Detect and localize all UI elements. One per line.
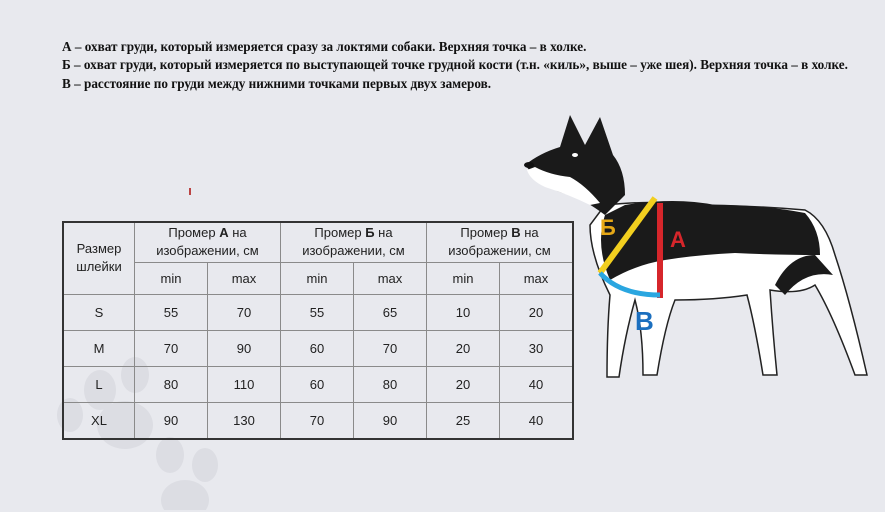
group-b-header: Промер Б на изображении, см: [281, 222, 427, 262]
col-min: min: [281, 262, 354, 294]
size-cell: L: [63, 366, 135, 402]
value-cell: 70: [354, 330, 427, 366]
size-cell: XL: [63, 402, 135, 439]
value-cell: 10: [427, 294, 500, 330]
value-cell: 30: [500, 330, 574, 366]
value-cell: 25: [427, 402, 500, 439]
table-row: [63, 366, 573, 402]
value-cell: 130: [208, 402, 281, 439]
table-row: [63, 330, 573, 366]
size-cell: S: [63, 294, 135, 330]
dog-silhouette-icon: [515, 105, 885, 385]
value-cell: 20: [427, 330, 500, 366]
col-min: min: [427, 262, 500, 294]
value-cell: 90: [354, 402, 427, 439]
value-cell: 70: [135, 330, 208, 366]
red-mark: [189, 188, 191, 195]
value-cell: 20: [427, 366, 500, 402]
col-max: max: [354, 262, 427, 294]
table-row: [63, 294, 573, 330]
value-cell: 110: [208, 366, 281, 402]
value-cell: 80: [354, 366, 427, 402]
col-min: min: [135, 262, 208, 294]
label-a: А: [670, 227, 686, 252]
value-cell: 65: [354, 294, 427, 330]
value-cell: 20: [500, 294, 574, 330]
value-cell: 90: [208, 330, 281, 366]
size-table: [62, 221, 574, 440]
group-v-header: Промер В на изображении, см: [427, 222, 574, 262]
value-cell: 70: [208, 294, 281, 330]
label-b: Б: [600, 215, 616, 240]
value-cell: 60: [281, 330, 354, 366]
description-text: [62, 38, 852, 93]
description-v: В – расстояние по груди между нижними точками первых двух замеров.: [62, 75, 492, 91]
value-cell: 70: [281, 402, 354, 439]
size-cell: M: [63, 330, 135, 366]
group-a-header: Промер А на изображении, см: [135, 222, 281, 262]
col-max: max: [500, 262, 574, 294]
table-row: [63, 402, 573, 439]
value-cell: 55: [281, 294, 354, 330]
value-cell: 90: [135, 402, 208, 439]
description-b: Б – охват груди, который измеряется по выступающей точке грудной кости (т.н. «киль», выше – уже шея). Верхняя точка – в холке.: [62, 57, 848, 73]
size-header: Размер шлейки: [63, 222, 135, 294]
value-cell: 55: [135, 294, 208, 330]
label-v: В: [635, 306, 654, 336]
value-cell: 40: [500, 402, 574, 439]
col-max: max: [208, 262, 281, 294]
value-cell: 60: [281, 366, 354, 402]
description-a: А – охват груди, который измеряется сразу за локтями собаки. Верхняя точка – в холке.: [62, 39, 587, 54]
value-cell: 40: [500, 366, 574, 402]
value-cell: 80: [135, 366, 208, 402]
